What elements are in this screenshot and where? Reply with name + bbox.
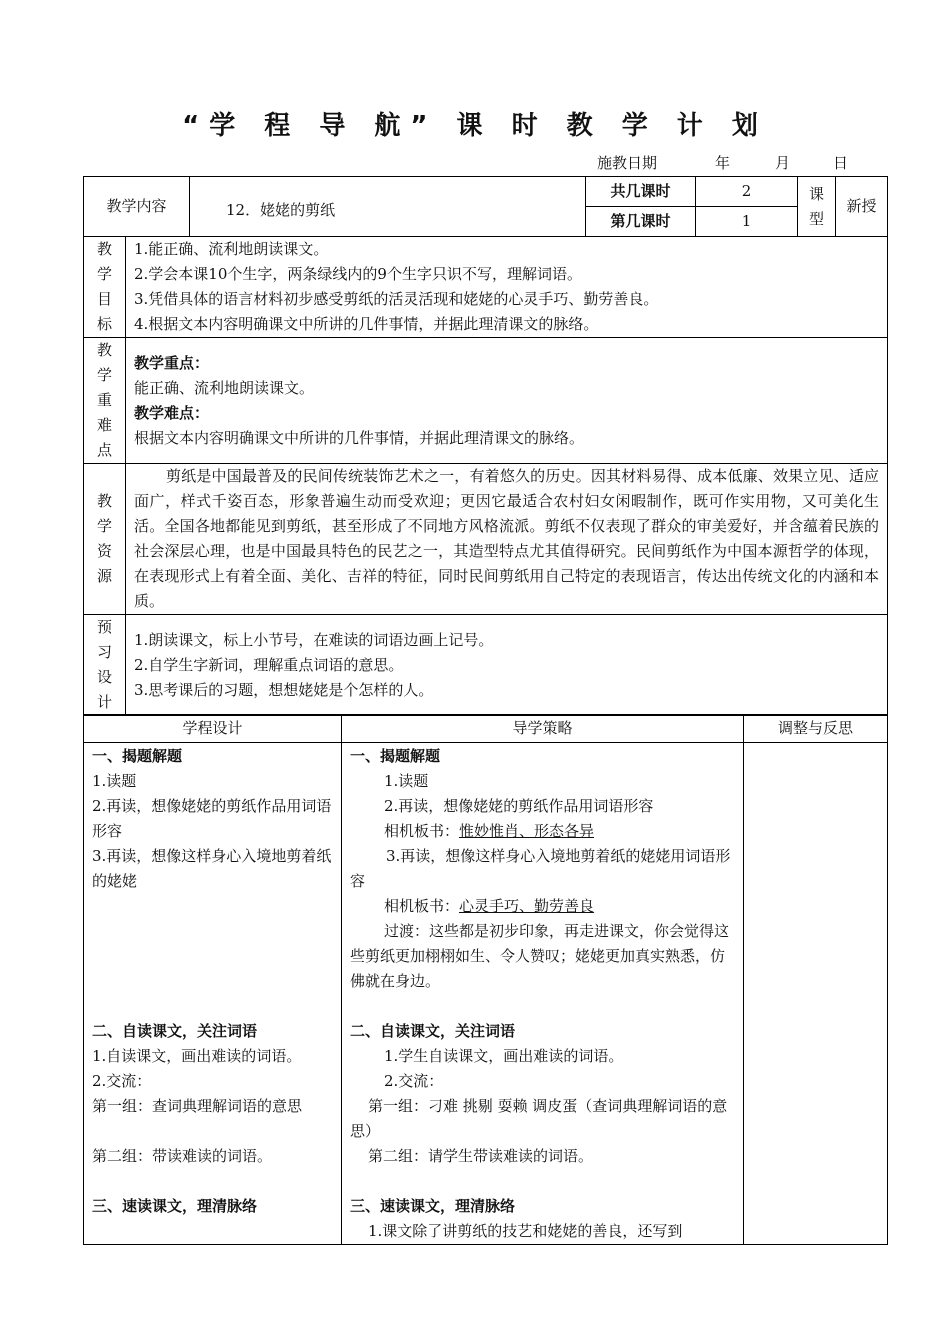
strategy-section-3-heading: 三、速读课文，理清脉络: [350, 1197, 516, 1215]
document-title: “学 程 导 航” 课 时 教 学 计 划: [182, 111, 768, 141]
goals-label: 教 学 目 标: [84, 237, 126, 338]
date-year: 年: [715, 154, 731, 172]
preview-item: 2.自学生字新词，理解重点词语的意思。: [134, 655, 404, 674]
design-section-1-heading: 一、揭题解题: [92, 747, 183, 765]
resources-text: 剪纸是中国最普及的民间传统装饰艺术之一，有着悠久的历史。因其材料易得、成本低廉、效果立见、适应面广，样式千姿百态，形象普遍生动而受欢迎；更因它最适合农村妇女闲暇制作，既可作实用物，又可美化生活。全国各地都能见到剪纸，甚至形成了不同地方风格流派。剪纸不仅表现了群众的审美爱好，并含蕴着民族的社会深层心理，也是中国最具特色的民艺之一，其造型特点尤其值得研究。民间剪纸作为中国本源哲学的体现，在表现形式上有着全面、美化、吉祥的特征，同时民间剪纸用自己特定的表现语言，传达出传统文化的内涵和本质。: [134, 467, 880, 610]
difficult-point-text: 根据文本内容明确课文中所讲的几件事情，并据此理清课文的脉络。: [134, 428, 585, 447]
which-lesson-label: 第几课时: [586, 207, 696, 237]
reflect-column: [744, 743, 888, 1245]
content-label: 教学内容: [84, 177, 190, 237]
date-day: 日: [833, 154, 849, 172]
plan-table-lower: [83, 714, 888, 1245]
column-reflect: 调整与反思: [744, 715, 888, 743]
plan-table-upper: [83, 176, 888, 716]
difficult-point-heading: 教学难点：: [134, 403, 210, 422]
board-note-2: 相机板书：心灵手巧、勤劳善良: [384, 897, 595, 915]
focus-label: 教 学 重 难 点: [84, 338, 126, 464]
preview-item: 3.思考课后的习题，想想姥姥是个怎样的人。: [134, 680, 434, 699]
date-label: 施教日期: [597, 154, 658, 172]
preview-item: 1.朗读课文，标上小节号，在难读的词语边画上记号。: [134, 630, 494, 649]
goal-item: 3.凭借具体的语言材料初步感受剪纸的活灵活现和姥姥的心灵手巧、勤劳善良。: [134, 290, 659, 308]
total-lessons-value: 2: [696, 177, 798, 207]
goals-content: [126, 237, 888, 338]
goal-item: 4.根据文本内容明确课文中所讲的几件事情，并据此理清课文的脉络。: [134, 315, 599, 333]
goal-item: 2.学会本课10个生字，两条绿线内的9个生字只识不写，理解词语。: [134, 265, 582, 283]
total-lessons-label: 共几课时: [586, 177, 696, 207]
which-lesson-value: 1: [696, 207, 798, 237]
design-section-2-heading: 二、自读课文，关注词语: [92, 1022, 258, 1040]
strategy-section-1-heading: 一、揭题解题: [350, 747, 441, 765]
date-month: 月: [775, 154, 791, 172]
type-value: 新授: [836, 177, 888, 237]
column-design: 学程设计: [84, 715, 342, 743]
preview-content: [126, 615, 888, 716]
preview-label: 预 习 设 计: [84, 615, 126, 716]
design-column: 一、揭题解题 1.读题 2.再读，想像姥姥的剪纸作品用词语形容 3.再读，想像这样身心入境地剪着纸的姥姥 二、自读课文，关注词语 1.自读课文，画出难读的词语。 2.交流： 第一组：查词典理解词语的意思 第二组：带读难读的词语。 三、速读课文，理清脉络: [84, 743, 342, 1245]
board-note-1: 相机板书：惟妙惟肖、形态各异: [384, 822, 595, 840]
strategy-section-2-heading: 二、自读课文，关注词语: [350, 1022, 516, 1040]
resources-content: [126, 464, 888, 615]
design-section-3-heading: 三、速读课文，理清脉络: [92, 1197, 258, 1215]
goal-item: 1.能正确、流利地朗读课文。: [134, 240, 329, 258]
focus-content: [126, 338, 888, 464]
column-strategy: 导学策略: [342, 715, 744, 743]
key-point-text: 能正确、流利地朗读课文。: [134, 378, 315, 397]
key-point-heading: 教学重点：: [134, 353, 210, 372]
lesson-title: 12．姥姥的剪纸: [190, 177, 586, 237]
type-label: 课 型: [798, 177, 836, 237]
strategy-column: 一、揭题解题 1.读题 2.再读，想像姥姥的剪纸作品用词语形容 相机板书：惟妙惟肖、形态各异 3.再读，想像这样身心入境地剪着纸的姥姥用词语形容 相机板书：心灵手巧、勤劳善良 过渡：这些都是初步印象，再走进课文，你会觉得这些剪纸更加栩栩如生、令人赞叹；姥姥更加真实熟悉，仿佛就在身边。 二、自读课文，关注词语 1.学生自读课文，画出难读的词语。 2.交流： 第一组：刁难 挑剔 耍赖 调皮蛋（查词典理解词语的意思） 第二组：请学生带读难读的词语。 三、速读课文，理清脉络 1.课文除了讲剪纸的技艺和姥姥的善良，还写到: [342, 743, 744, 1245]
resources-label: 教 学 资 源: [84, 464, 126, 615]
